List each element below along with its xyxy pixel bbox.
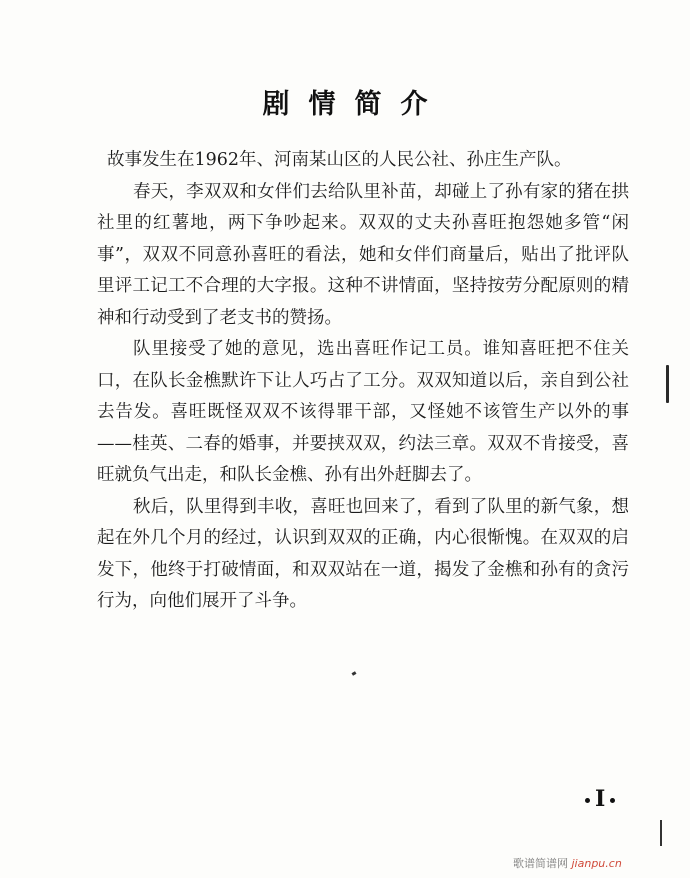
paragraph-work-points: 队里接受了她的意见，选出喜旺作记工员。谁知喜旺把不住关口，在队长金樵默许下让人巧占了工分。双双知道以后，亲自到公社去告发。喜旺既怪双双不该得罪干部，又怪她不该管生产以外的事——桂英、二春的婚事，并要挟双双，约法三章。双双不肯接受，喜旺就负气出走，和队长金樵、孙有出外赶脚去了。 [97,339,629,485]
paragraph-spring: 春天，李双双和女伴们去给队里补苗，却碰上了孙有家的猪在拱社里的红薯地，两下争吵起来。双双的丈夫孙喜旺抱怨她多管“闲事”，双双不同意孙喜旺的看法，她和女伴们商量后，贴出了批评队里评工记工不合理的大字报。这种不讲情面，坚持按劳分配原则的精神和行动受到了老支书的赞扬。 [97,181,629,328]
dot-left-icon [585,798,590,803]
page-number-label: I [595,786,606,812]
page-title: 剧情简介 [262,89,447,120]
body-text [97,145,629,618]
print-speck [352,671,357,676]
page-number [580,786,620,812]
paragraph-autumn: 秋后，队里得到丰收，喜旺也回来了，看到了队里的新气象，想起在外几个月的经过，认识到双双的正确，内心很惭愧。在双双的启发下，他终于打破情面，和双双站在一道，揭发了金樵和孙有的贪污行为，向他们展开了斗争。 [97,496,629,611]
margin-scan-mark [666,365,669,403]
watermark-site-name: 歌谱简谱网 [513,857,568,870]
edge-scan-mark [660,820,662,846]
paragraph-setting: 故事发生在1962年、河南某山区的人民公社、孙庄生产队。 [107,150,572,170]
dot-right-icon [610,798,615,803]
watermark [513,855,622,871]
watermark-url: jianpu.cn [571,857,622,870]
